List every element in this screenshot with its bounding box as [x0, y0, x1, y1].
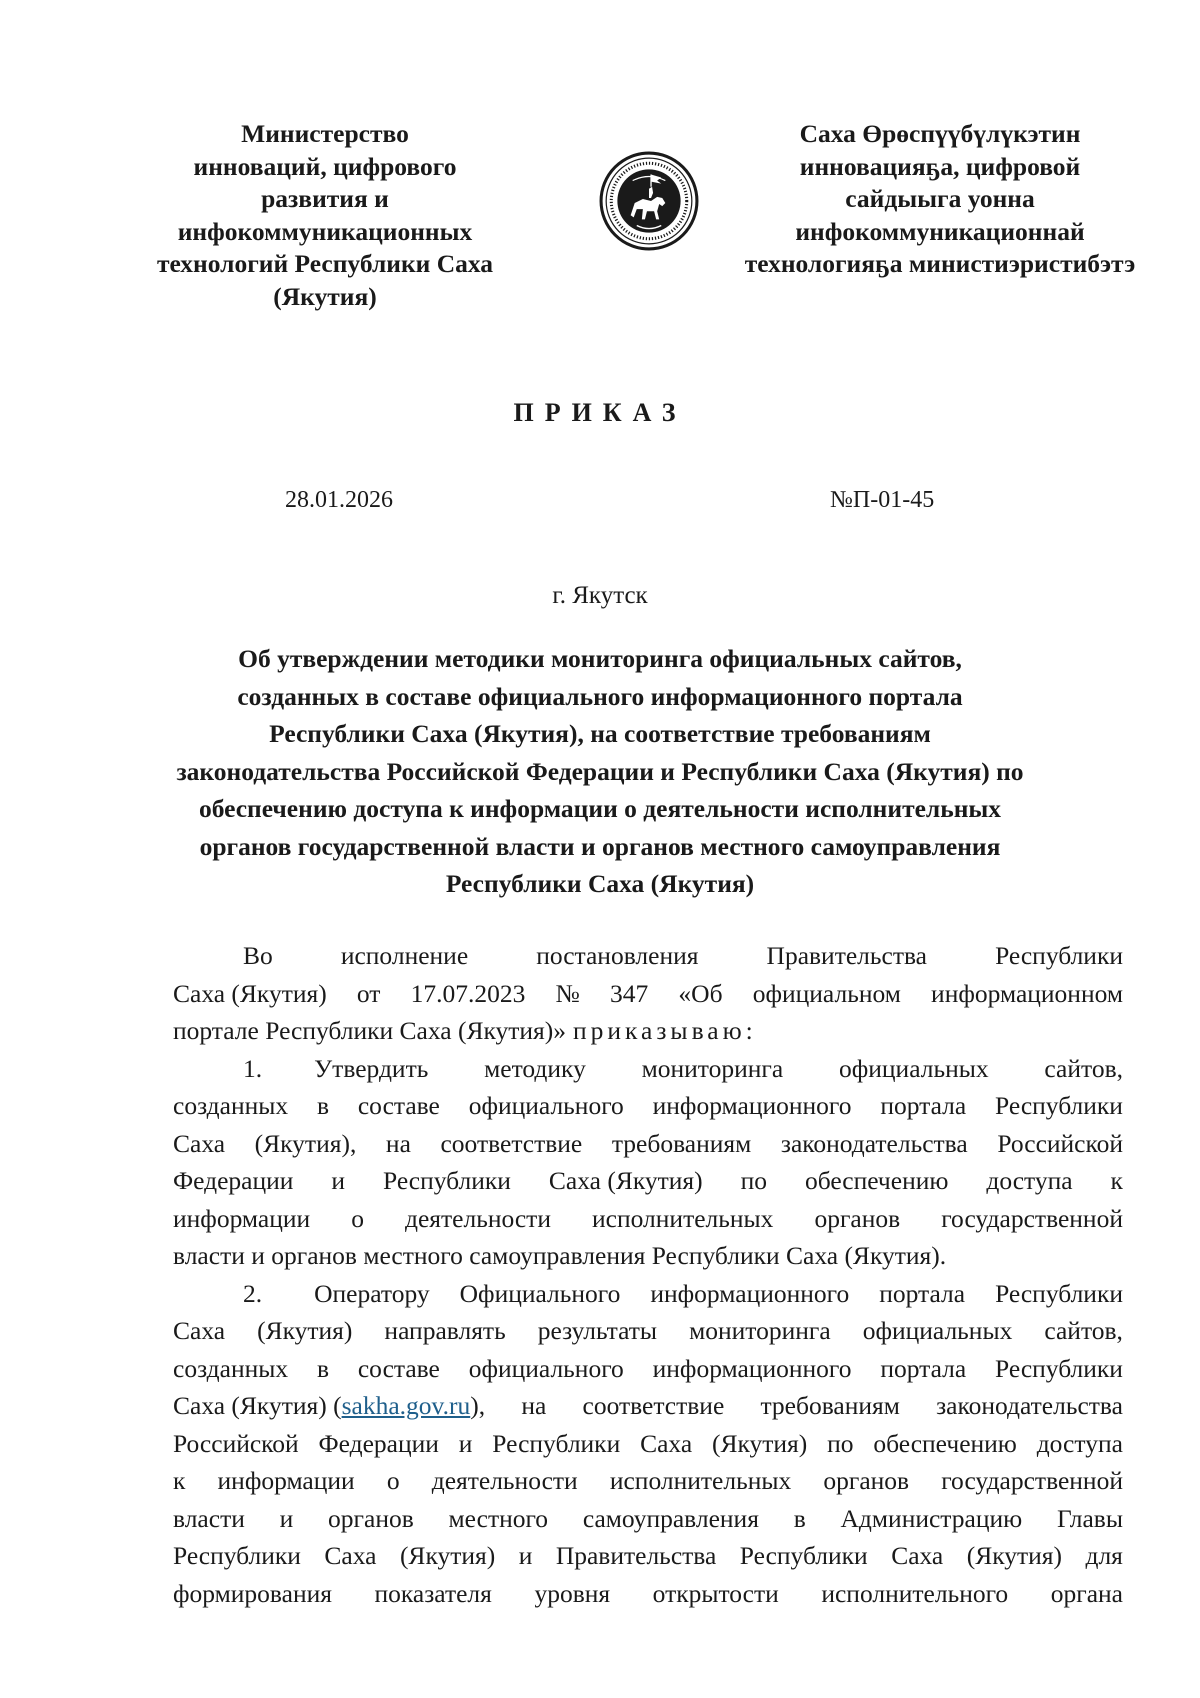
republic-sakha-coat-of-arms-icon [598, 150, 700, 252]
body-word: деятельности [405, 1203, 551, 1233]
body-word: к [173, 1466, 186, 1495]
body-word: мониторинга [689, 1316, 831, 1345]
sakha-gov-link[interactable]: sakha.gov.ru [341, 1391, 471, 1420]
body-word: «Об [678, 978, 723, 1008]
ministry-name-line: Саха Өрөспүүбүлүкэтин [799, 119, 1081, 148]
subject-line: Об утверждении методики мониторинга официальных сайтов, [238, 644, 962, 673]
body-word: составе [357, 1353, 440, 1383]
body-word: официальном [752, 978, 901, 1008]
body-word: показателя [374, 1578, 492, 1608]
body-word: в [316, 1353, 330, 1383]
body-word: Республики [739, 1541, 868, 1570]
body-word: Федерации [173, 1166, 294, 1195]
body-word: Республики [995, 1278, 1123, 1308]
body-line-words [470, 1387, 1123, 1425]
order-body [173, 937, 1123, 1612]
body-word: органов [328, 1503, 414, 1533]
body-word: (Якутия), [254, 1128, 357, 1158]
body-word: на [385, 1128, 411, 1158]
body-word: уровня [534, 1578, 611, 1608]
body-word: Официального [459, 1278, 621, 1308]
body-word: требованиям [611, 1128, 752, 1158]
ministry-name-line: технологияҕа министиэристибэтэ [744, 249, 1136, 278]
body-word: Правительства [766, 941, 928, 970]
body-word: и [279, 1503, 294, 1533]
ministry-name-line: инфокоммуникационных [177, 216, 473, 246]
body-word: на [521, 1391, 547, 1420]
body-text: власти и органов местного самоуправления Республики Саха (Якутия). [173, 1241, 947, 1270]
body-word: государственной [941, 1466, 1123, 1495]
body-line [173, 1050, 1123, 1088]
body-word: Российской [997, 1128, 1123, 1158]
body-word: обеспечению [804, 1166, 949, 1195]
body-word: и [518, 1541, 533, 1570]
body-word: сайтов, [1044, 1053, 1123, 1083]
body-word: для [1085, 1541, 1123, 1570]
body-word: портала [879, 1278, 966, 1308]
body-word: доступа [986, 1166, 1073, 1195]
body-line-words [314, 1275, 1123, 1313]
body-word: Саха [640, 1428, 693, 1458]
body-word: и [458, 1428, 473, 1458]
body-line [173, 1425, 1123, 1463]
body-word: (Якутия) [711, 1428, 808, 1458]
body-word: Республики [995, 941, 1123, 970]
body-line [173, 937, 1123, 975]
body-word: постановления [536, 941, 699, 970]
body-word: законодательства [936, 1391, 1123, 1420]
ministry-name-line: Министерство [241, 119, 409, 148]
body-line-words [314, 1050, 1123, 1088]
body-word: по [740, 1166, 767, 1195]
body-word: Российской [173, 1428, 299, 1458]
ministry-name-line: инновацияҕа, цифровой [799, 151, 1081, 181]
body-line [173, 975, 1123, 1013]
body-word: Правительства [555, 1541, 717, 1570]
body-word: методику [484, 1053, 586, 1083]
body-word: составе [357, 1091, 440, 1120]
body-word: к [1110, 1166, 1123, 1195]
order-title: ПРИКАЗ [513, 398, 687, 427]
body-word: органа [1050, 1578, 1123, 1608]
body-word: доступа [1036, 1428, 1123, 1458]
body-word: 17.07.2023 [410, 978, 526, 1008]
body-line [173, 1012, 1123, 1050]
body-word: Саха (Якутия) [548, 1166, 703, 1195]
body-word: соответствие [440, 1128, 583, 1158]
body-word: портала [880, 1091, 967, 1120]
body-word: и [331, 1166, 346, 1195]
body-word: официальных [862, 1316, 1013, 1345]
subject-line: законодательства Российской Федерации и Республики Саха (Якутия) по [176, 756, 1024, 786]
body-word: информации [217, 1466, 355, 1495]
body-word: ), [470, 1391, 486, 1420]
order-number: №П-01-45 [830, 487, 935, 513]
ministry-name-sakha [720, 118, 1160, 281]
body-line [173, 1125, 1123, 1163]
ministry-name-line: развития и [261, 184, 389, 213]
body-word: исполнительных [609, 1466, 792, 1495]
body-word: (Якутия) [966, 1541, 1063, 1570]
body-word: официальных [838, 1053, 989, 1083]
body-word: информационном [931, 978, 1123, 1008]
body-word: Утвердить [314, 1053, 429, 1083]
order-verb: приказываю: [573, 1016, 757, 1045]
body-word: соответствие [582, 1391, 725, 1420]
body-word: информационного [652, 1353, 852, 1383]
order-subject [140, 640, 1060, 903]
body-line [173, 1350, 1123, 1388]
body-word: Во [243, 941, 273, 970]
body-text: портале Республики Саха (Якутия)» [173, 1016, 566, 1045]
subject-line: Республики Саха (Якутия) [445, 869, 755, 898]
subject-line: органов государственной власти и органов местного самоуправления [199, 831, 1001, 861]
body-word: Администрацию [840, 1503, 1023, 1533]
body-word: Саха [173, 1316, 226, 1345]
ministry-name-russian [115, 118, 535, 313]
item-number: 2. [243, 1278, 263, 1308]
body-word: о [386, 1466, 400, 1495]
body-word: исполнительных [592, 1203, 774, 1233]
body-word: в [316, 1091, 330, 1120]
body-word: созданных [173, 1091, 289, 1120]
body-word: Республики [995, 1353, 1123, 1383]
body-line [173, 1500, 1123, 1538]
body-word: информационного [652, 1091, 852, 1120]
body-word: № [555, 978, 580, 1008]
subject-line: Республики Саха (Якутия), на соответствие требованиям [269, 719, 931, 748]
body-word: Саха [891, 1541, 944, 1570]
body-word: портала [880, 1353, 967, 1383]
body-line [173, 1387, 1123, 1425]
body-word: 347 [610, 978, 649, 1008]
body-word: от [356, 978, 381, 1008]
item-number: 1. [243, 1053, 263, 1083]
body-word: информации [173, 1203, 311, 1233]
body-word: Главы [1056, 1503, 1123, 1533]
ministry-name-line: инноваций, цифрового [193, 151, 457, 181]
subject-line: созданных в составе официального информационного портала [237, 681, 963, 711]
body-text [173, 1387, 470, 1425]
body-word: в [793, 1503, 806, 1533]
body-word: информационного [650, 1278, 850, 1308]
body-word: законодательства [780, 1128, 968, 1158]
ministry-name-line: сайдыыга уонна [845, 184, 1035, 213]
body-word: органов [823, 1466, 910, 1495]
body-line [173, 1575, 1123, 1613]
subject-line: обеспечению доступа к информации о деятельности исполнительных [198, 794, 1002, 823]
body-text: Саха (Якутия) ( [173, 1391, 342, 1420]
order-city: г. Якутск [552, 582, 648, 609]
body-word: деятельности [431, 1466, 578, 1495]
body-word: результаты [537, 1316, 658, 1345]
body-word: открытости [652, 1578, 779, 1608]
body-word: требованиям [760, 1391, 900, 1420]
body-word: обеспечению [873, 1428, 1017, 1458]
body-word: (Якутия) [257, 1316, 353, 1345]
body-line [173, 1087, 1123, 1125]
body-line [173, 1200, 1123, 1238]
body-word: Республики [492, 1428, 621, 1458]
body-word: (Якутия) [399, 1541, 496, 1570]
body-word: государственной [941, 1203, 1123, 1233]
body-line [173, 1462, 1123, 1500]
body-word: местного [448, 1503, 549, 1533]
body-word: Республики [995, 1091, 1123, 1120]
ministry-name-line: инфокоммуникационнай [795, 216, 1085, 246]
body-line [173, 1537, 1123, 1575]
body-line [173, 1312, 1123, 1350]
body-word: Республики [173, 1541, 301, 1570]
body-word: мониторинга [641, 1053, 784, 1083]
body-word: созданных [173, 1353, 289, 1383]
body-word: исполнительного [821, 1578, 1009, 1608]
body-line [173, 1275, 1123, 1313]
body-word: формирования [173, 1578, 332, 1608]
body-word: самоуправления [582, 1503, 759, 1533]
body-word: по [827, 1428, 854, 1458]
body-word: власти [173, 1503, 245, 1533]
body-word: Федерации [318, 1428, 439, 1458]
body-word: Саха [173, 1128, 226, 1158]
body-word: Республики [383, 1166, 511, 1195]
body-word: исполнение [340, 941, 469, 970]
body-word: органов [814, 1203, 901, 1233]
body-word: официального [468, 1353, 624, 1383]
body-word: о [351, 1203, 364, 1233]
order-date: 28.01.2026 [285, 487, 393, 513]
ministry-name-line: (Якутия) [273, 281, 377, 311]
body-word: Оператору [314, 1278, 430, 1308]
body-word: сайтов, [1044, 1316, 1123, 1345]
body-word: Саха (Якутия) [173, 978, 327, 1008]
body-word: Саха [324, 1541, 377, 1570]
body-word: официального [468, 1091, 624, 1120]
ministry-name-line: технологий Республики Саха [156, 249, 494, 278]
body-word: направлять [384, 1316, 506, 1345]
body-line [173, 1237, 1123, 1275]
body-line [173, 1162, 1123, 1200]
